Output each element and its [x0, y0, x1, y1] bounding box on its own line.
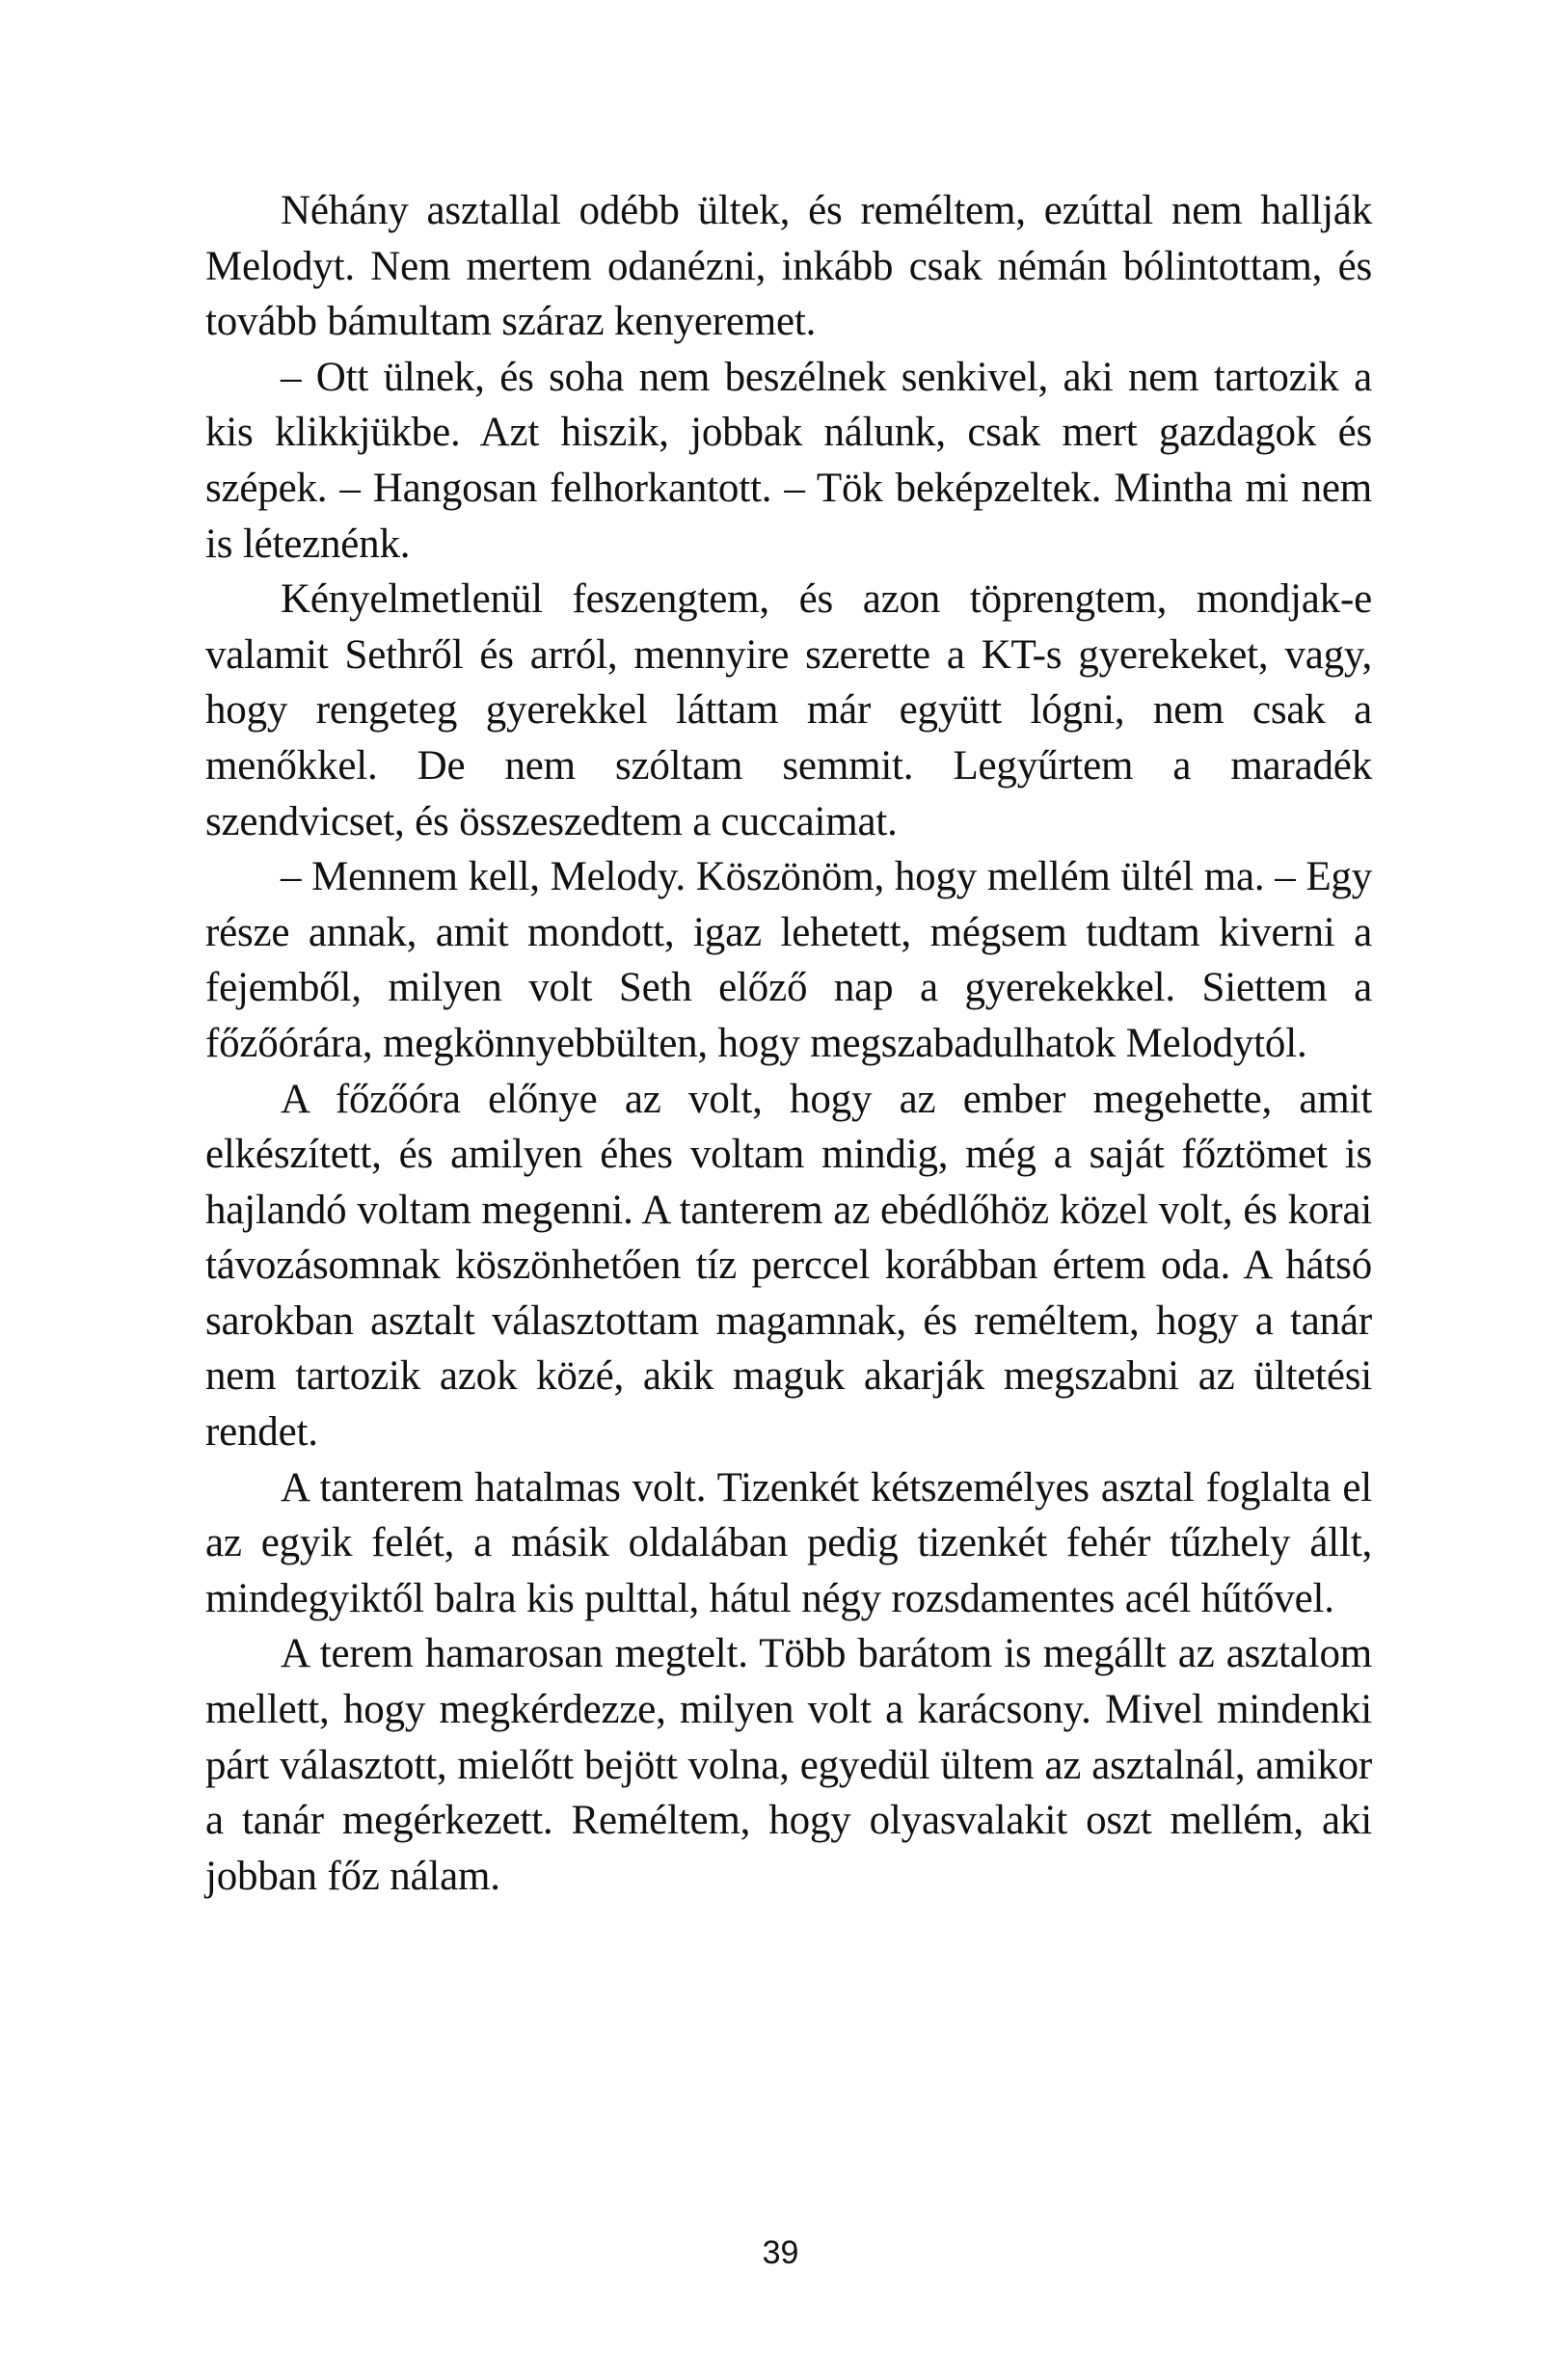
paragraph: A főzőóra előnye az volt, hogy az ember megehette, amit elkészített, és amilyen éhes voltam mindig, még a saját főztömet is hajlandó voltam megenni. A tanterem az ebédlőhöz közel volt, és korai távozásomnak köszönhetően tíz perccel korábban értem oda. A hátsó sarokban asztalt választottam magamnak, és reméltem, hogy a tanár nem tartozik azok közé, akik maguk akarják megszabni az ültetési rendet.	[205, 1076, 1372, 1456]
paragraph: Kényelmetlenül feszengtem, és azon töprengtem, mondjak-e valamit Sethről és arról, mennyire szerette a KT-s gyerekeket, vagy, hogy rengeteg gyerekkel láttam már együtt lógni, nem csak a menőkkel. De nem szóltam semmit. Legyűrtem a maradék szendvicset, és összeszedtem a cuccaimat.	[205, 576, 1372, 844]
paragraph: – Mennem kell, Melody. Köszönöm, hogy mellém ültél ma. – Egy része annak, amit mondott, igaz lehetett, mégsem tudtam kiverni a fejemből, milyen volt Seth előző nap a gyerekekkel. Siettem a főzőórára, megkönnyebbülten, hogy megszabadulhatok Melodytól.	[205, 854, 1372, 1066]
paragraph: Néhány asztallal odébb ültek, és reméltem, ezúttal nem hallják Melodyt. Nem mertem odanézni, inkább csak némán bólintottam, és tovább bámultam száraz kenyeremet.	[205, 188, 1372, 345]
page-body-text	[205, 183, 1372, 1904]
paragraph: A terem hamarosan megtelt. Több barátom is megállt az asztalom mellett, hogy megkérdezze, milyen volt a karácsony. Mivel mindenki párt választott, mielőtt bejött volna, egyedül ültem az asztalnál, amikor a tanár megérkezett. Reméltem, hogy olyasvalakit oszt mellém, aki jobban főz nálam.	[205, 1631, 1372, 1899]
page-number: 39	[762, 2234, 799, 2271]
paragraph: – Ott ülnek, és soha nem beszélnek senkivel, aki nem tartozik a kis klikkjükbe. Azt hiszik, jobbak nálunk, csak mert gazdagok és szépek. – Hangosan felhorkantott. – Tök beképzeltek. Mintha mi nem is léteznénk.	[205, 354, 1372, 567]
paragraph: A tanterem hatalmas volt. Tizenkét kétszemélyes asztal foglalta el az egyik felét, a másik oldalában pedig tizenkét fehér tűzhely állt, mindegyiktől balra kis pulttal, hátul négy rozsdamentes acél hűtővel.	[205, 1464, 1372, 1621]
